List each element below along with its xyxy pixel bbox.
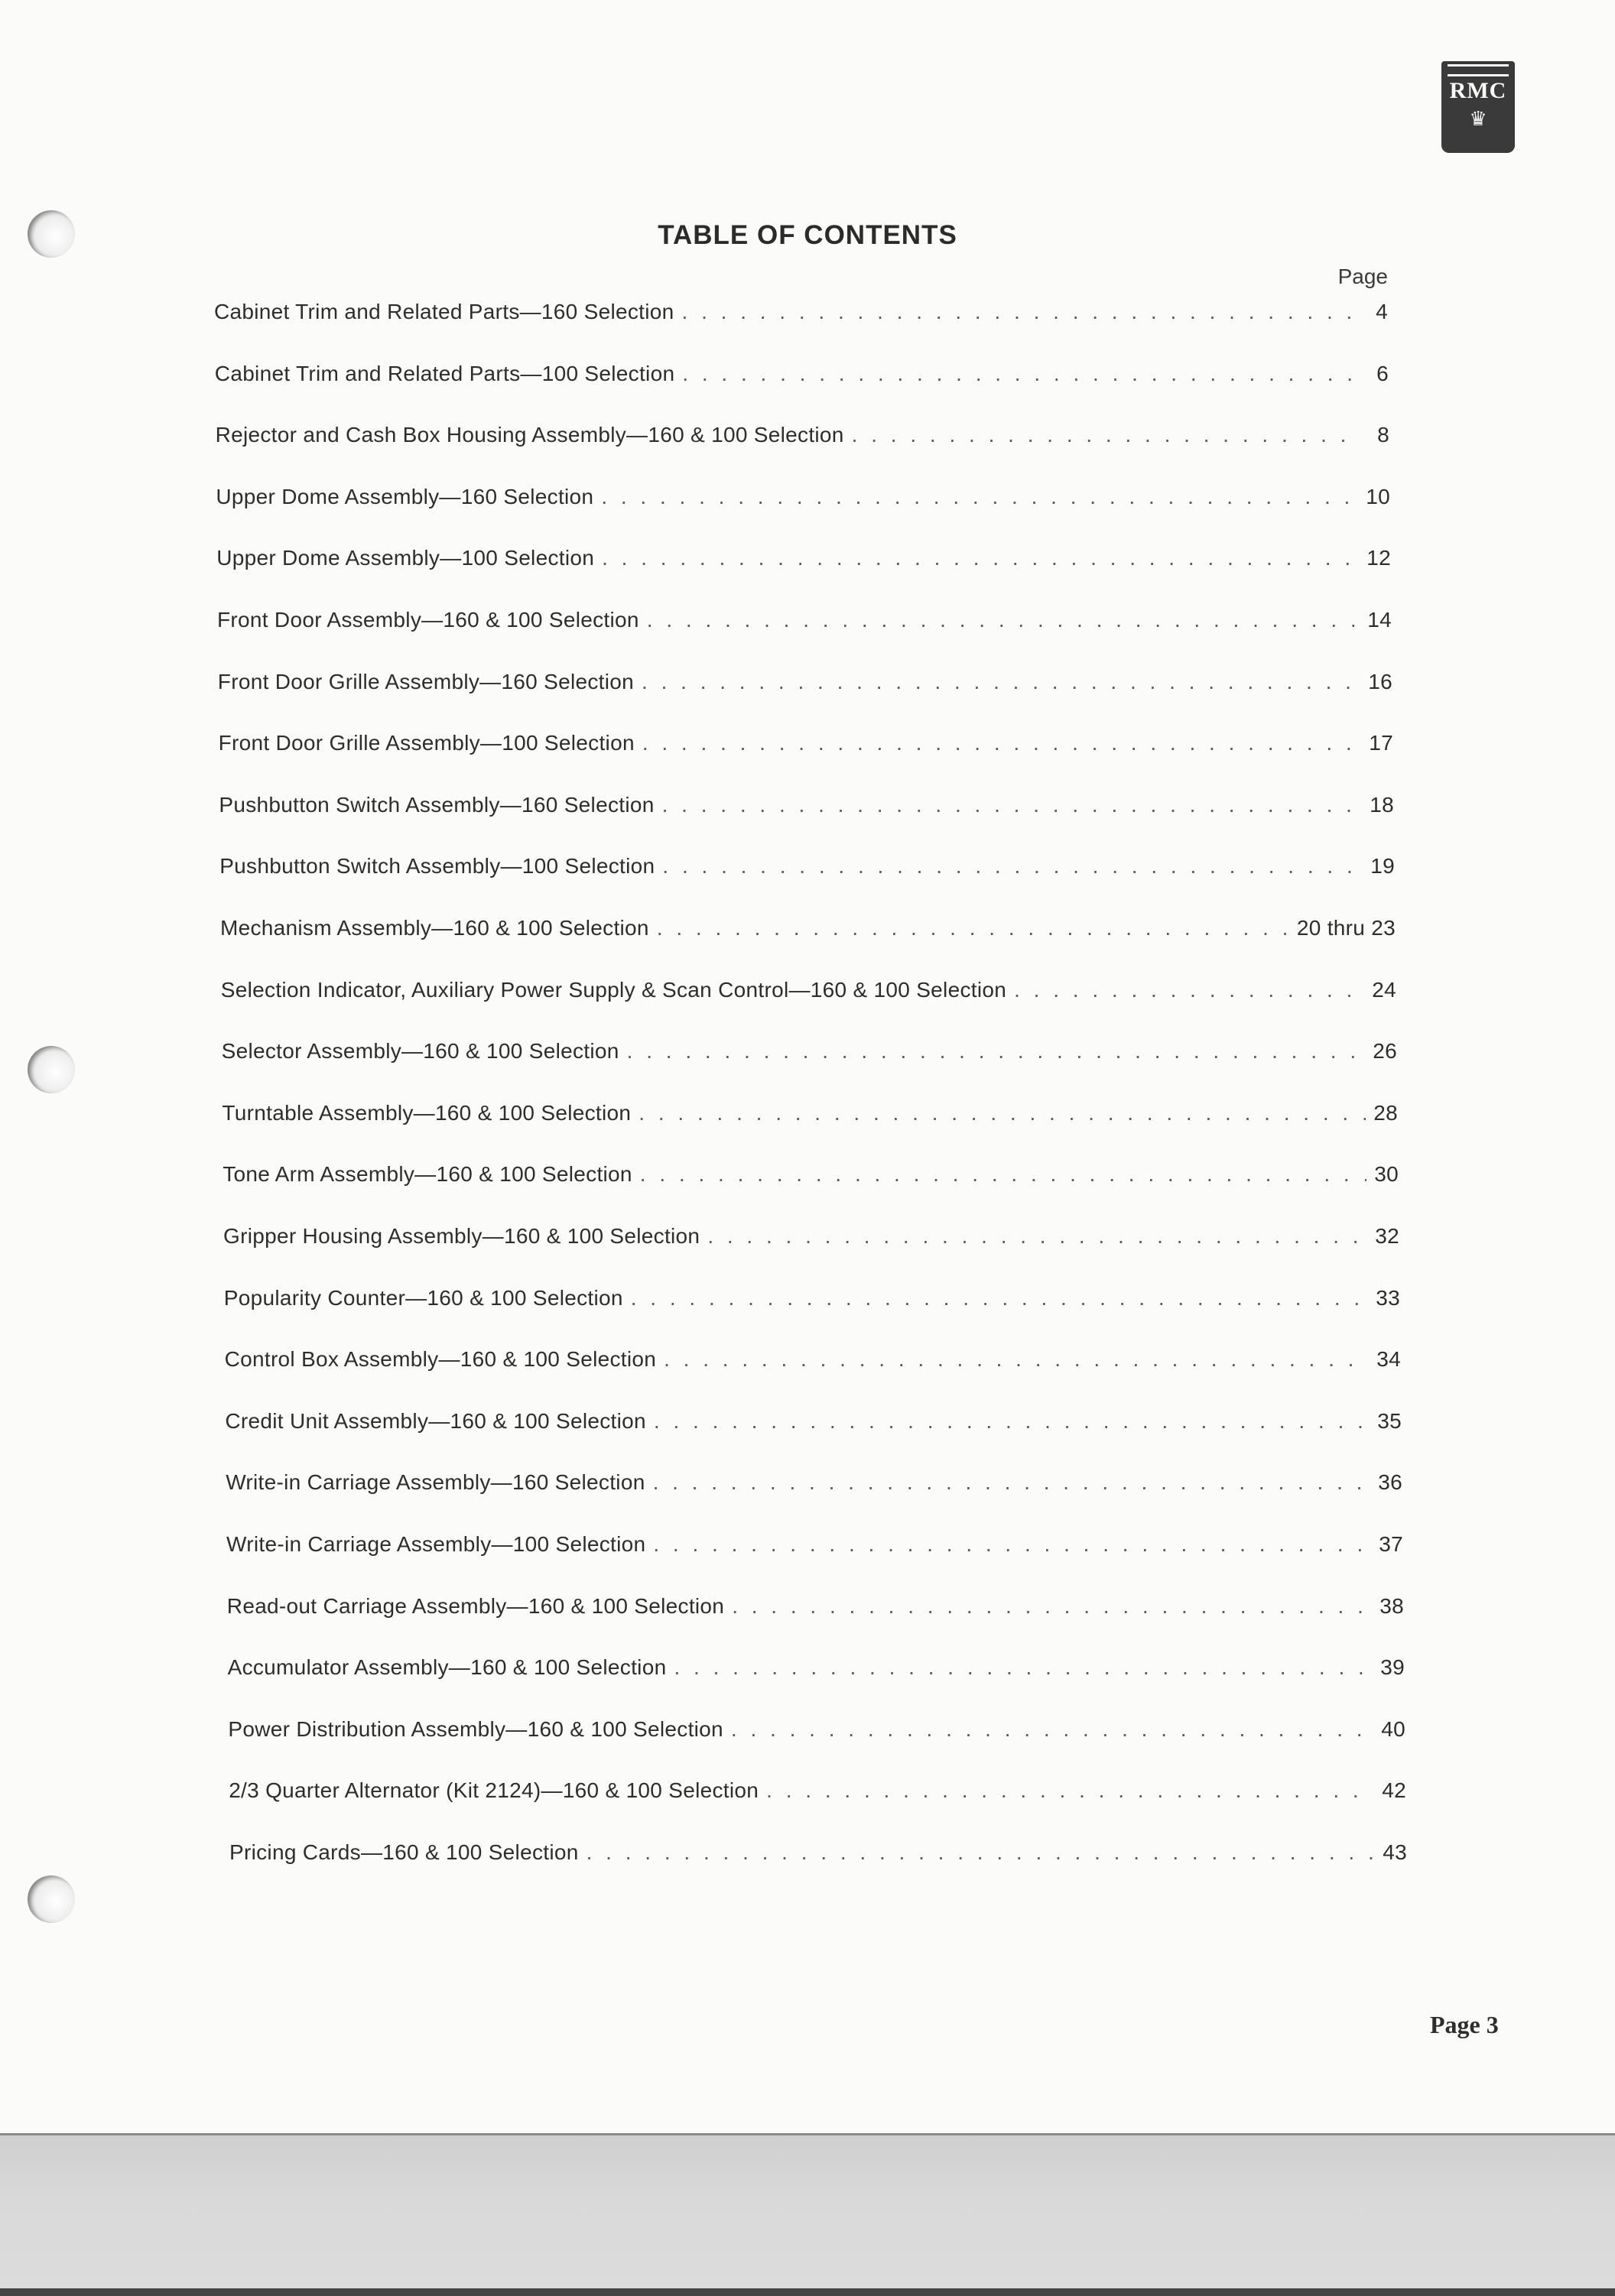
toc-entry-title: Control Box Assembly—160 & 100 Selection — [224, 1347, 657, 1372]
toc-entry-page: 36 — [1378, 1470, 1402, 1495]
toc-entry-title: Pricing Cards—160 & 100 Selection — [229, 1840, 579, 1864]
toc-entry — [220, 916, 1396, 947]
toc-entry-title: Mechanism Assembly—160 & 100 Selection — [220, 916, 649, 940]
dot-leader — [587, 1840, 1376, 1865]
scan-edge — [0, 2288, 1615, 2296]
toc-entry-title: Power Distribution Assembly—160 & 100 Selection — [228, 1716, 723, 1741]
dot-leader — [653, 1470, 1371, 1495]
toc-entry — [226, 1470, 1402, 1501]
toc-entry-page: 38 — [1379, 1593, 1404, 1618]
toc-entry-title: Front Door Assembly—160 & 100 Selection — [217, 608, 639, 632]
toc-entry-page: 28 — [1373, 1100, 1398, 1125]
toc-entry — [219, 793, 1394, 823]
dot-leader — [631, 1286, 1369, 1310]
toc-entry-title: Accumulator Assembly—160 & 100 Selection — [227, 1655, 667, 1680]
toc-entry-title: Credit Unit Assembly—160 & 100 Selection — [225, 1408, 646, 1433]
dot-leader — [682, 362, 1358, 386]
toc-entry-page: 32 — [1375, 1224, 1399, 1248]
toc-entry-title: Front Door Grille Assembly—100 Selection — [218, 731, 635, 755]
toc-entry-page: 24 — [1372, 977, 1396, 1002]
toc-entry-title: Pushbutton Switch Assembly—100 Selection — [219, 854, 655, 878]
toc-entry — [225, 1347, 1401, 1378]
dot-leader — [642, 731, 1361, 755]
toc-entry-page: 18 — [1370, 792, 1394, 817]
toc-entry — [226, 1532, 1403, 1563]
toc-entry-page: 14 — [1367, 608, 1392, 632]
toc-entry — [227, 1594, 1404, 1625]
punch-hole-icon — [28, 1875, 75, 1923]
dot-leader — [766, 1778, 1374, 1803]
toc-entry-page: 26 — [1373, 1039, 1397, 1064]
toc-entry — [216, 485, 1390, 515]
toc-entry-page: 8 — [1377, 423, 1389, 447]
punch-hole-icon — [28, 1046, 75, 1093]
toc-entry — [216, 546, 1391, 576]
dot-leader — [640, 1162, 1366, 1187]
toc-entry — [222, 1101, 1398, 1132]
toc-entry — [215, 362, 1389, 392]
toc-entry-title: Cabinet Trim and Related Parts—160 Selection — [214, 300, 674, 323]
toc-entry-title: Popularity Counter—160 & 100 Selection — [223, 1285, 623, 1310]
dot-leader — [654, 1409, 1370, 1434]
rmc-logo — [1441, 61, 1515, 153]
toc-entry-title: Upper Dome Assembly—160 Selection — [216, 484, 594, 508]
toc-entry-page: 6 — [1376, 361, 1389, 385]
toc-entry-page: 20 thru 23 — [1296, 916, 1396, 940]
toc-entry-page: 43 — [1383, 1840, 1407, 1864]
toc-entry — [229, 1778, 1406, 1809]
dot-leader — [627, 1039, 1366, 1064]
dot-leader — [639, 1101, 1366, 1125]
dot-leader — [647, 608, 1360, 632]
page-column-label: Page — [1337, 265, 1388, 288]
toc-entry — [228, 1655, 1405, 1686]
toc-entry — [218, 670, 1392, 700]
toc-entry-page: 30 — [1374, 1162, 1399, 1187]
toc-entry-page: 17 — [1369, 731, 1393, 755]
dot-leader — [852, 423, 1359, 447]
toc-entry — [219, 854, 1395, 885]
dot-leader — [1014, 978, 1364, 1002]
toc-entry-page: 34 — [1376, 1347, 1401, 1372]
dot-leader — [657, 916, 1289, 940]
dot-leader — [664, 1347, 1369, 1372]
toc-entry-title: Front Door Grille Assembly—160 Selection — [217, 669, 635, 693]
toc-entry — [221, 978, 1396, 1008]
toc-entry-page: 35 — [1377, 1408, 1402, 1433]
toc-entry-title: Selector Assembly—160 & 100 Selection — [221, 1039, 619, 1064]
toc-entry-title: 2/3 Quarter Alternator (Kit 2124)—160 & 100 Selection — [229, 1778, 759, 1803]
dot-leader — [732, 1594, 1372, 1619]
dot-leader — [653, 1532, 1371, 1557]
page-title: TABLE OF CONTENTS — [658, 220, 957, 250]
toc-entry — [223, 1224, 1399, 1255]
dot-leader — [642, 670, 1360, 694]
logo-bar — [1448, 64, 1509, 76]
toc-entry-page: 19 — [1370, 854, 1395, 878]
toc-entry-page: 37 — [1379, 1532, 1403, 1556]
toc-entry — [228, 1717, 1405, 1748]
toc-entry — [216, 423, 1389, 453]
toc-entry-page: 12 — [1366, 546, 1391, 570]
toc-entry-title: Pushbutton Switch Assembly—160 Selection — [219, 792, 655, 817]
dot-leader — [601, 485, 1358, 509]
crown-icon: ♛ — [1469, 107, 1487, 130]
scan-bottom-strip — [0, 2133, 1615, 2296]
dot-leader — [662, 793, 1363, 817]
logo-text: RMC — [1449, 78, 1507, 103]
dot-leader — [731, 1717, 1373, 1742]
toc-entry — [229, 1840, 1407, 1871]
toc-entry-title: Turntable Assembly—160 & 100 Selection — [222, 1100, 632, 1125]
toc-entry-title: Write-in Carriage Assembly—100 Selection — [226, 1532, 646, 1556]
toc-entry-title: Tone Arm Assembly—160 & 100 Selection — [223, 1162, 632, 1187]
toc-entry-page: 33 — [1376, 1285, 1400, 1310]
dot-leader — [662, 854, 1363, 878]
toc-entry-page: 42 — [1382, 1778, 1406, 1803]
toc-entry — [219, 731, 1393, 762]
toc-entry-title: Rejector and Cash Box Housing Assembly—160 & 100 Selection — [215, 423, 844, 447]
toc-entry — [225, 1409, 1402, 1440]
toc-entry-page: 10 — [1366, 484, 1390, 508]
toc-entry-title: Gripper Housing Assembly—160 & 100 Selection — [223, 1224, 700, 1248]
toc-entry-page: 40 — [1381, 1716, 1405, 1741]
toc-entry — [224, 1286, 1400, 1317]
dot-leader — [707, 1224, 1367, 1249]
footer-page-number: Page 3 — [1430, 2011, 1499, 2038]
dot-leader — [674, 1655, 1373, 1680]
toc-entry-title: Upper Dome Assembly—100 Selection — [216, 546, 595, 570]
toc-entry-title: Selection Indicator, Auxiliary Power Supply & Scan Control—160 & 100 Selection — [220, 977, 1007, 1002]
toc-entry-page: 39 — [1380, 1655, 1405, 1680]
toc-entry-page: 16 — [1368, 669, 1392, 693]
toc-entry — [223, 1162, 1399, 1193]
toc-entry — [222, 1039, 1397, 1070]
dot-leader — [602, 546, 1359, 570]
toc-entry-title: Read-out Carriage Assembly—160 & 100 Selection — [226, 1593, 725, 1618]
toc-entry — [214, 300, 1388, 330]
dot-leader — [682, 300, 1357, 324]
toc-entry — [217, 608, 1392, 638]
toc-entry-title: Write-in Carriage Assembly—160 Selection — [226, 1470, 645, 1495]
toc-entry-page: 4 — [1376, 300, 1388, 323]
toc-entry-title: Cabinet Trim and Related Parts—100 Selection — [214, 361, 675, 385]
